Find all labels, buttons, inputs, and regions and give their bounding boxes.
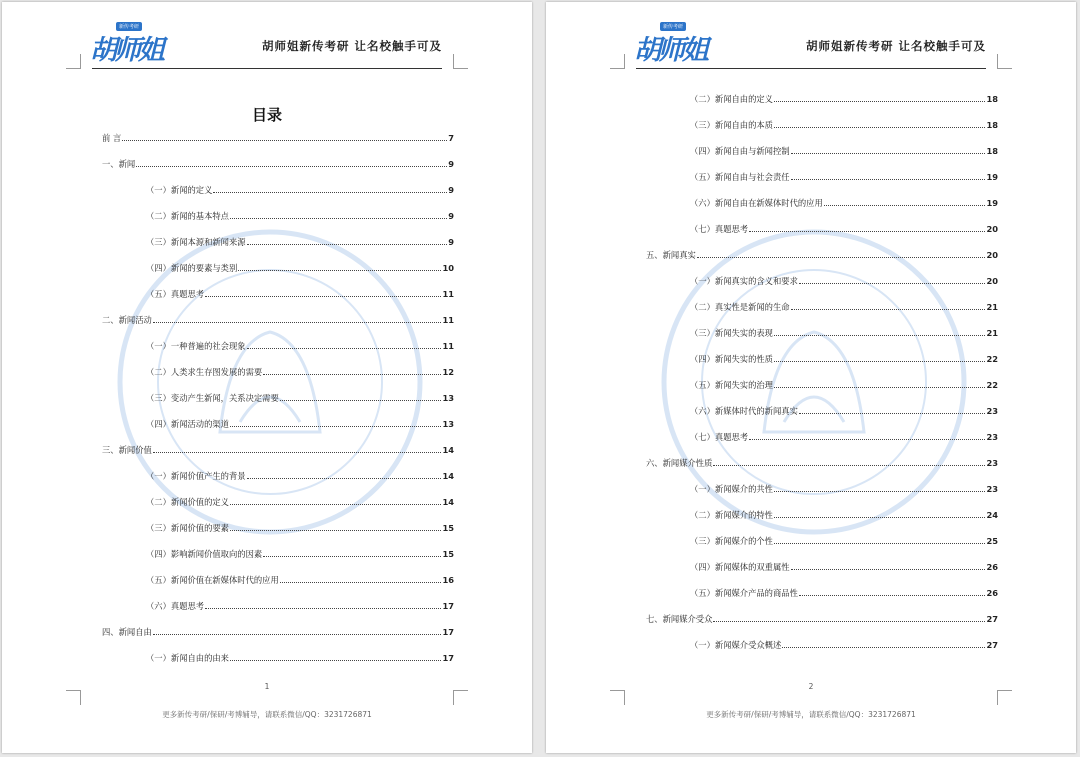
toc-entry-section[interactable] (690, 120, 998, 130)
toc-entry-section[interactable] (690, 510, 998, 520)
toc-entry-label: 一、新闻 (102, 159, 136, 169)
crop-mark-top-right (997, 54, 1012, 69)
toc-dot-leader (205, 296, 441, 297)
toc-entry-label: （二）新闻自由的定义 (690, 94, 773, 104)
toc-entry-page: 18 (986, 120, 998, 130)
toc-entry-section[interactable] (690, 640, 998, 650)
toc-dot-leader (774, 101, 985, 102)
toc-entry-page: 18 (986, 94, 998, 104)
toc-entry-page: 14 (442, 497, 454, 507)
toc-entry-label: （六）新媒体时代的新闻真实 (690, 406, 798, 416)
toc-dot-leader (791, 569, 986, 570)
toc-dot-leader (774, 361, 985, 362)
toc-entry-page: 11 (442, 289, 454, 299)
page-footer: 更多新传考研/保研/考博辅导，请联系微信/QQ：3231726871 (162, 710, 372, 719)
logo-text: 胡师姐 (634, 35, 706, 66)
toc-entry-page: 25 (986, 536, 998, 546)
toc-entry-chapter[interactable] (646, 250, 998, 260)
toc-entry-section[interactable] (690, 588, 998, 598)
toc-entry-label: （一）新闻媒介受众概述 (690, 640, 782, 650)
toc-dot-leader (247, 244, 448, 245)
crop-mark-bottom-left (610, 690, 625, 705)
toc-entry-label: （四）新闻媒体的双重属性 (690, 562, 790, 572)
header-slogan: 胡师姐新传考研 让名校触手可及 (805, 39, 986, 53)
header-rule (636, 68, 986, 69)
toc-entry-page: 22 (986, 380, 998, 390)
toc-entry-page: 13 (442, 419, 454, 429)
toc-entry-label: （五）新闻媒介产品的商品性 (690, 588, 798, 598)
toc-dot-leader (774, 335, 985, 336)
toc-entry-section[interactable] (146, 523, 454, 533)
toc-entry-label: （二）新闻的基本特点 (146, 211, 229, 221)
toc-entry-label: （二）人类求生存图发展的需要 (146, 367, 263, 377)
crop-mark-bottom-left (66, 690, 81, 705)
toc-entry-page: 11 (442, 315, 454, 325)
toc-entry-label: （三）新闻自由的本质 (690, 120, 773, 130)
logo-badge: 新传考研 (660, 22, 686, 31)
toc-entry-label: （五）新闻失实的治理 (690, 380, 773, 390)
toc-entry-chapter[interactable] (646, 458, 998, 468)
toc-entry-page: 20 (986, 250, 998, 260)
crop-mark-bottom-right (453, 690, 468, 705)
toc-entry-section[interactable] (690, 380, 998, 390)
toc-dot-leader (230, 218, 447, 219)
page-number: 2 (808, 682, 814, 691)
toc-dot-leader (749, 231, 985, 232)
toc-entry-label: （一）新闻媒介的共性 (690, 484, 773, 494)
toc-entry-label: 五、新闻真实 (646, 250, 696, 260)
toc-entry-label: （七）真题思考 (690, 432, 749, 442)
toc-entry-label: （四）新闻的要素与类别 (146, 263, 238, 273)
toc-entry-page: 20 (986, 276, 998, 286)
toc-entry-page: 26 (986, 562, 998, 572)
toc-entry-label: （三）新闻价值的要素 (146, 523, 229, 533)
toc-entry-page: 9 (448, 159, 454, 169)
toc-entry-section[interactable] (690, 94, 998, 104)
toc-entry-section[interactable] (146, 393, 454, 403)
toc-entry-section[interactable] (146, 497, 454, 507)
toc-entry-page: 15 (442, 523, 454, 533)
toc-dot-leader (713, 465, 985, 466)
toc-entry-section[interactable] (146, 237, 454, 247)
toc-entry-label: 前 言 (102, 133, 122, 143)
toc-dot-leader (791, 179, 986, 180)
toc-entry-page: 27 (986, 614, 998, 624)
toc-dot-leader (824, 205, 986, 206)
toc-entry-page: 21 (986, 302, 998, 312)
toc-entry-section[interactable] (690, 276, 998, 286)
toc-dot-leader (774, 387, 985, 388)
document-page-1 (2, 2, 532, 753)
toc-dot-leader (263, 374, 441, 375)
toc-entry-page: 24 (986, 510, 998, 520)
toc-dot-leader (799, 413, 986, 414)
toc-entry-label: （三）新闻本源和新闻来源 (146, 237, 246, 247)
toc-entry-page: 17 (442, 653, 454, 663)
toc-entry-section[interactable] (146, 419, 454, 429)
toc-entry-section[interactable] (690, 146, 998, 156)
toc-entry-label: （二）新闻价值的定义 (146, 497, 229, 507)
toc-entry-section[interactable] (146, 341, 454, 351)
crop-mark-top-left (610, 54, 625, 69)
toc-entry-label: 二、新闻活动 (102, 315, 152, 325)
toc-dot-leader (263, 556, 441, 557)
toc-entry-page: 17 (442, 627, 454, 637)
toc-entry-page: 7 (448, 133, 454, 143)
toc-entry-chapter[interactable] (646, 614, 998, 624)
toc-dot-leader (153, 452, 442, 453)
toc-dot-leader (122, 140, 447, 141)
toc-entry-page: 26 (986, 588, 998, 598)
toc-entry-section[interactable] (690, 198, 998, 208)
toc-entry-chapter[interactable] (102, 315, 454, 325)
toc-dot-leader (749, 439, 985, 440)
toc-dot-leader (697, 257, 986, 258)
toc-entry-section[interactable] (146, 263, 454, 273)
toc-entry-section[interactable] (690, 172, 998, 182)
toc-entry-label: （一）新闻的定义 (146, 185, 213, 195)
toc-entry-label: （六）真题思考 (146, 601, 205, 611)
toc-dot-leader (713, 621, 985, 622)
toc-entry-section[interactable] (690, 432, 998, 442)
toc-dot-leader (247, 348, 442, 349)
toc-entry-label: 七、新闻媒介受众 (646, 614, 713, 624)
crop-mark-top-left (66, 54, 81, 69)
toc-dot-leader (230, 504, 441, 505)
toc-entry-page: 9 (448, 237, 454, 247)
toc-entry-section[interactable] (146, 289, 454, 299)
toc-entry-section[interactable] (146, 367, 454, 377)
toc-dot-leader (799, 283, 986, 284)
toc-entry-chapter[interactable] (102, 627, 454, 637)
toc-dot-leader (230, 530, 441, 531)
toc-entry-section[interactable] (146, 653, 454, 663)
toc-entry-label: （三）变动产生新闻，关系决定需要 (146, 393, 279, 403)
toc-dot-leader (791, 309, 986, 310)
toc-entry-page: 10 (442, 263, 454, 273)
toc-entry-label: （五）真题思考 (146, 289, 205, 299)
toc-entry-section[interactable] (690, 562, 998, 572)
toc-entry-page: 23 (986, 432, 998, 442)
toc-entry-section[interactable] (146, 549, 454, 559)
toc-dot-leader (230, 660, 441, 661)
logo-badge: 新传考研 (116, 22, 142, 31)
header-slogan: 胡师姐新传考研 让名校触手可及 (261, 39, 442, 53)
toc-dot-leader (799, 595, 986, 596)
toc-entry-section[interactable] (690, 302, 998, 312)
toc-entry-label: 三、新闻价值 (102, 445, 152, 455)
toc-entry-section[interactable] (146, 211, 454, 221)
toc-entry-page: 14 (442, 445, 454, 455)
toc-entry-page: 19 (986, 172, 998, 182)
toc-entry-section[interactable] (690, 328, 998, 338)
toc-entry-label: （五）新闻自由与社会责任 (690, 172, 790, 182)
toc-entry-label: （二）真实性是新闻的生命 (690, 302, 790, 312)
toc-entry-page: 9 (448, 185, 454, 195)
toc-entry-page: 21 (986, 328, 998, 338)
page-number: 1 (264, 682, 270, 691)
toc-entry-label: （六）新闻自由在新媒体时代的应用 (690, 198, 823, 208)
toc-entry-label: 四、新闻自由 (102, 627, 152, 637)
toc-title: 目录 (251, 106, 282, 124)
toc-dot-leader (247, 478, 442, 479)
toc-dot-leader (280, 400, 442, 401)
toc-entry-label: （三）新闻失实的表现 (690, 328, 773, 338)
toc-entry-label: （四）新闻自由与新闻控制 (690, 146, 790, 156)
toc-entry-label: （五）新闻价值在新媒体时代的应用 (146, 575, 279, 585)
toc-dot-leader (238, 270, 441, 271)
toc-dot-leader (774, 543, 985, 544)
toc-entry-label: （四）新闻失实的性质 (690, 354, 773, 364)
toc-entry-section[interactable] (146, 471, 454, 481)
toc-entry-page: 13 (442, 393, 454, 403)
toc-dot-leader (153, 322, 442, 323)
toc-dot-leader (230, 426, 441, 427)
crop-mark-bottom-right (997, 690, 1012, 705)
toc-dot-leader (136, 166, 447, 167)
toc-entry-label: （一）新闻真实的含义和要求 (690, 276, 798, 286)
toc-dot-leader (774, 127, 985, 128)
toc-entry-page: 11 (442, 341, 454, 351)
toc-entry-label: （一）一种普遍的社会现象 (146, 341, 246, 351)
toc-entry-page: 15 (442, 549, 454, 559)
logo-text: 胡师姐 (90, 35, 162, 66)
toc-entry-label: （一）新闻价值产生的背景 (146, 471, 246, 481)
document-page-2 (546, 2, 1076, 753)
toc-entry-page: 9 (448, 211, 454, 221)
toc-entry-page: 23 (986, 406, 998, 416)
toc-entry-section[interactable] (690, 484, 998, 494)
toc-entry-label: （三）新闻媒介的个性 (690, 536, 773, 546)
toc-entry-label: （一）新闻自由的由来 (146, 653, 229, 663)
toc-entry-section[interactable] (146, 601, 454, 611)
toc-dot-leader (280, 582, 442, 583)
toc-entry-label: （四）新闻活动的渠道 (146, 419, 229, 429)
crop-mark-top-right (453, 54, 468, 69)
brand-logo (634, 22, 706, 66)
toc-dot-leader (791, 153, 986, 154)
toc-entry-chapter[interactable] (102, 445, 454, 455)
toc-dot-leader (782, 647, 985, 648)
toc-entry-page: 14 (442, 471, 454, 481)
toc-dot-leader (774, 491, 985, 492)
toc-entry-page: 23 (986, 458, 998, 468)
toc-entry-page: 12 (442, 367, 454, 377)
toc-entry-label: （四）影响新闻价值取向的因素 (146, 549, 263, 559)
toc-entry-page: 20 (986, 224, 998, 234)
toc-dot-leader (213, 192, 447, 193)
toc-entry-page: 17 (442, 601, 454, 611)
header-rule (92, 68, 442, 69)
toc-entry-page: 27 (986, 640, 998, 650)
toc-entry-section[interactable] (146, 575, 454, 585)
toc-entry-page: 23 (986, 484, 998, 494)
toc-entry-page: 16 (442, 575, 454, 585)
toc-entry-section[interactable] (690, 354, 998, 364)
toc-entry-page: 18 (986, 146, 998, 156)
page-footer: 更多新传考研/保研/考博辅导，请联系微信/QQ：3231726871 (706, 710, 916, 719)
brand-logo (90, 22, 162, 66)
toc-entry-section[interactable] (690, 406, 998, 416)
toc-entry-section[interactable] (146, 185, 454, 195)
toc-entry-label: 六、新闻媒介性质 (646, 458, 713, 468)
toc-entry-page: 19 (986, 198, 998, 208)
toc-entry-page: 22 (986, 354, 998, 364)
toc-entry-label: （七）真题思考 (690, 224, 749, 234)
toc-entry-chapter[interactable] (102, 159, 454, 169)
toc-dot-leader (774, 517, 985, 518)
toc-entry-section[interactable] (690, 224, 998, 234)
toc-dot-leader (153, 634, 442, 635)
toc-entry-chapter[interactable] (102, 133, 454, 143)
toc-entry-section[interactable] (690, 536, 998, 546)
toc-dot-leader (205, 608, 441, 609)
toc-entry-label: （二）新闻媒介的特性 (690, 510, 773, 520)
